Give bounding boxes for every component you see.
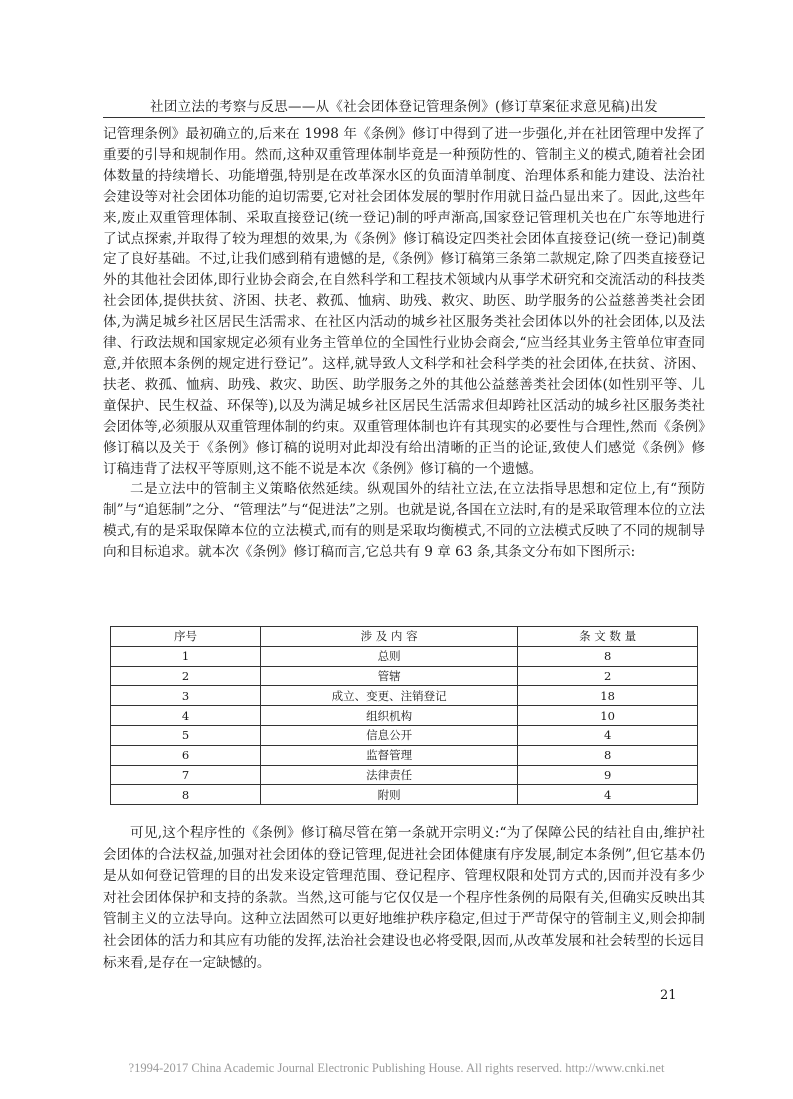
cell-count: 4 bbox=[518, 785, 698, 805]
article-distribution-table-wrap bbox=[110, 626, 698, 805]
page-number: 21 bbox=[660, 988, 677, 1003]
cell-number: 7 bbox=[111, 765, 261, 785]
cell-content: 成立、变更、注销登记 bbox=[260, 686, 517, 706]
cell-number: 6 bbox=[111, 745, 261, 765]
table-row bbox=[111, 646, 698, 666]
header-cell-content: 涉 及 内 容 bbox=[260, 627, 517, 647]
cell-content: 管辖 bbox=[260, 666, 517, 686]
cell-count: 4 bbox=[518, 725, 698, 745]
body-text-lower bbox=[103, 823, 705, 974]
table-row bbox=[111, 666, 698, 686]
cell-number: 2 bbox=[111, 666, 261, 686]
cell-number: 3 bbox=[111, 686, 261, 706]
cell-content: 总则 bbox=[260, 646, 517, 666]
paragraph-3: 可见,这个程序性的《条例》修订稿尽管在第一条就开宗明义:“为了保障公民的结社自由,维护社会团体的合法权益,加强对社会团体的登记管理,促进社会团体健康有序发展,制定本条例”,但它基本仍是从如何登记管理的目的出发来设定管理范围、登记程序、管理权限和处罚方式的,因而并没有多少对社会团体保护和支持的条款。当然,这可能与它仅仅是一个程序性条例的局限有关,但确实反映出其管制主义的立法导向。这种立法固然可以更好地维护秩序稳定,但过于严苛保守的管制主义,则会抑制社会团体的活力和其应有功能的发挥,法治社会建设也必将受限,因而,从改革发展和社会转型的长远目标来看,是存在一定缺憾的。 bbox=[103, 825, 705, 971]
table-row bbox=[111, 686, 698, 706]
cell-count: 8 bbox=[518, 745, 698, 765]
cell-count: 18 bbox=[518, 686, 698, 706]
cell-content: 法律责任 bbox=[260, 765, 517, 785]
table-row bbox=[111, 725, 698, 745]
cell-content: 信息公开 bbox=[260, 725, 517, 745]
header-cell-number: 序号 bbox=[111, 627, 261, 647]
paragraph-1: 记管理条例》最初确立的,后来在 1998 年《条例》修订中得到了进一步强化,并在社团管理中发挥了重要的引导和规制作用。然而,这种双重管理体制毕竟是一种预防性的、管制主义的模式,随着社会团体数量的持续增长、功能增强,特别是在改革深水区的负面清单制度、治理体系和能力建设、法治社会建设等对社会团体功能的迫切需要,它对社会团体发展的掣肘作用就日益凸显出来了。因此,这些年来,废止双重管理体制、采取直接登记(统一登记)制的呼声渐高,国家登记管理机关也在广东等地进行了试点探索,并取得了较为理想的效果,为《条例》修订稿设定四类社会团体直接登记(统一登记)制奠定了良好基础。不过,让我们感到稍有遗憾的是,《条例》修订稿第三条第二款规定,除了四类直接登记外的其他社会团体,即行业协会商会,在自然科学和工程技术领域内从事学术研究和交流活动的科技类社会团体,提供扶贫、济困、扶老、救孤、恤病、助残、救灾、助医、助学服务的公益慈善类社会团体,为满足城乡社区居民生活需求、在社区内活动的城乡社区服务类社会团体以外的社会团体,以及法律、行政法规和国家规定必须有业务主管单位的全国性行业协会商会,“应当经其业务主管单位审查同意,并依照本条例的规定进行登记”。这样,就导致人文科学和社会科学类的社会团体,在扶贫、济困、扶老、救孤、恤病、助残、救灾、助医、助学服务之外的其他公益慈善类社会团体(如性别平等、儿童保护、民生权益、环保等),以及为满足城乡社区居民生活需求但却跨社区活动的城乡社区服务类社会团体等,必须服从双重管理体制的约束。双重管理体制也许有其现实的必要性与合理性,然而《条例》修订稿以及关于《条例》修订稿的说明对此却没有给出清晰的正当的论证,致使人们感觉《条例》修订稿违背了法权平等原则,这不能不说是本次《条例》修订稿的一个遗憾。 bbox=[103, 126, 705, 477]
cell-number: 1 bbox=[111, 646, 261, 666]
paragraph-2: 二是立法中的管制主义策略依然延续。纵观国外的结社立法,在立法指导思想和定位上,有“预防制”与“追惩制”之分、“管理法”与“促进法”之别。也就是说,各国在立法时,有的是采取管理本位的立法模式,有的是采取保障本位的立法模式,而有的则是采取均衡模式,不同的立法模式反映了不同的规制导向和目标追求。就本次《条例》修订稿而言,它总共有 9 章 63 条,其条文分布如下图所示: bbox=[103, 481, 705, 561]
table-row bbox=[111, 785, 698, 805]
running-header: 社团立法的考察与反思——从《社会团体登记管理条例》(修订草案征求意见稿)出发 bbox=[150, 99, 658, 115]
cell-count: 2 bbox=[518, 666, 698, 686]
header-cell-count: 条 文 数 量 bbox=[518, 627, 698, 647]
cell-count: 9 bbox=[518, 765, 698, 785]
table-row bbox=[111, 706, 698, 726]
cell-count: 8 bbox=[518, 646, 698, 666]
cell-content: 监督管理 bbox=[260, 745, 517, 765]
cell-number: 4 bbox=[111, 706, 261, 726]
copyright-footer: ?1994-2017 China Academic Journal Electronic Publishing House. All rights reserved. http://www.cnki.net bbox=[128, 1061, 665, 1075]
cell-number: 5 bbox=[111, 725, 261, 745]
table-header-row bbox=[111, 627, 698, 647]
cell-count: 10 bbox=[518, 706, 698, 726]
table-row bbox=[111, 745, 698, 765]
cell-number: 8 bbox=[111, 785, 261, 805]
cell-content: 附则 bbox=[260, 785, 517, 805]
body-text-upper bbox=[103, 124, 705, 563]
cell-content: 组织机构 bbox=[260, 706, 517, 726]
header-divider bbox=[103, 117, 705, 118]
article-distribution-table bbox=[110, 626, 698, 805]
table-row bbox=[111, 765, 698, 785]
